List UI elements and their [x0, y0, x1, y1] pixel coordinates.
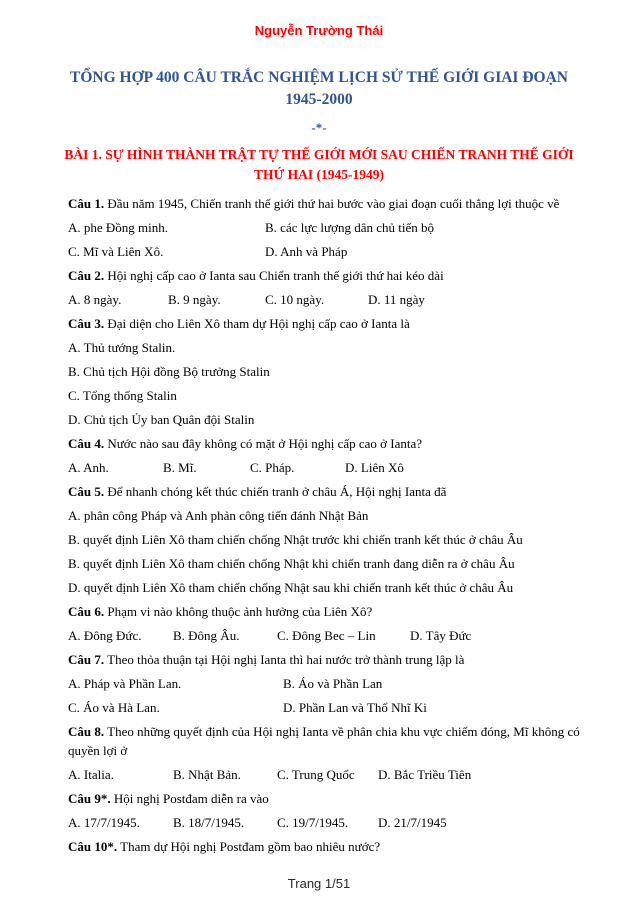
answer-option: D. Phần Lan và Thổ Nhĩ Ki	[283, 700, 427, 715]
question-number: Câu 9*.	[68, 791, 111, 806]
question-text: Nước nào sau đây không có mặt ở Hội nghị cấp cao ở Ianta?	[107, 436, 423, 451]
answer-option: D. Liên Xô	[345, 460, 404, 475]
question-block-4	[68, 434, 580, 477]
question-number: Câu 6.	[68, 604, 105, 619]
options-row	[68, 578, 580, 597]
question-block-10	[68, 837, 580, 856]
questions-area	[0, 185, 638, 856]
question-block-3	[68, 314, 580, 429]
answer-option: A. Pháp và Phần Lan.	[68, 676, 182, 691]
question-stem	[68, 602, 580, 621]
question-stem	[68, 434, 580, 453]
answer-option: B. quyết định Liên Xô tham chiến chống Nhật khi chiến tranh đang diễn ra ở châu Âu	[68, 556, 515, 571]
options-row	[68, 242, 580, 261]
answer-option: C. Đông Bec – Lin	[277, 628, 376, 643]
question-text: Để nhanh chóng kết thúc chiến tranh ở châu Á, Hội nghị Ianta đã	[107, 484, 447, 499]
question-stem	[68, 837, 580, 856]
question-stem	[68, 650, 580, 669]
answer-option: B. 9 ngày.	[168, 292, 221, 307]
question-block-8	[68, 722, 580, 784]
options-row	[68, 506, 580, 525]
answer-option: D. 21/7/1945	[378, 815, 447, 830]
question-text: Hội nghị cấp cao ở Ianta sau Chiến tranh thế giới thứ hai kéo dài	[107, 268, 444, 283]
question-block-6	[68, 602, 580, 645]
question-text: Hội nghị Postđam diễn ra vào	[113, 791, 269, 806]
question-stem	[68, 314, 580, 333]
question-number: Câu 8.	[68, 724, 105, 739]
answer-option: C. Áo và Hà Lan.	[68, 700, 160, 715]
options-row	[68, 458, 580, 477]
answer-option: C. 19/7/1945.	[277, 815, 349, 830]
answer-option: B. quyết định Liên Xô tham chiến chống Nhật trước khi chiến tranh kết thúc ở châu Âu	[68, 532, 523, 547]
options-row	[68, 290, 580, 309]
options-row	[68, 410, 580, 429]
question-text: Theo thỏa thuận tại Hội nghị Ianta thì hai nước trở thành trung lập là	[107, 652, 465, 667]
question-stem	[68, 722, 580, 760]
question-stem	[68, 789, 580, 808]
document-title: TỔNG HỢP 400 CÂU TRẮC NGHIỆM LỊCH SỬ THẾ GIỚI GIAI ĐOẠN 1945-2000	[70, 69, 568, 108]
question-block-7	[68, 650, 580, 717]
options-row	[68, 362, 580, 381]
options-row	[68, 765, 580, 784]
answer-option: D. Bắc Triều Tiên	[378, 767, 472, 782]
answer-option: A. Thủ tướng Stalin.	[68, 340, 176, 355]
options-row	[68, 626, 580, 645]
answer-option: B. Đông Âu.	[173, 628, 240, 643]
answer-option: A. 8 ngày.	[68, 292, 122, 307]
answer-option: A. Đông Đức.	[68, 628, 142, 643]
question-block-1	[68, 194, 580, 261]
question-text: Đại diện cho Liên Xô tham dự Hội nghị cấp cao ở Ianta là	[107, 316, 410, 331]
answer-option: D. Anh và Pháp	[265, 244, 348, 259]
options-row	[68, 530, 580, 549]
question-number: Câu 1.	[68, 196, 105, 211]
question-text: Phạm vi nào không thuộc ảnh hưởng của Liên Xô?	[107, 604, 373, 619]
question-number: Câu 2.	[68, 268, 105, 283]
question-block-2	[68, 266, 580, 309]
question-number: Câu 7.	[68, 652, 105, 667]
options-row	[68, 698, 580, 717]
author-name: Nguyễn Trường Thái	[254, 23, 384, 38]
answer-option: B. Chủ tịch Hội đồng Bộ trưởng Stalin	[68, 364, 270, 379]
answer-option: A. Anh.	[68, 460, 109, 475]
options-row	[68, 386, 580, 405]
question-stem	[68, 194, 580, 213]
answer-option: B. Áo và Phần Lan	[283, 676, 383, 691]
answer-option: A. phân công Pháp và Anh phản công tiến đánh Nhật Bản	[68, 508, 369, 523]
question-number: Câu 10*.	[68, 839, 118, 854]
question-stem	[68, 266, 580, 285]
answer-option: C. 10 ngày.	[265, 292, 325, 307]
options-row	[68, 338, 580, 357]
options-row	[68, 813, 580, 832]
title-separator: -*-	[311, 120, 327, 135]
answer-option: B. Mĩ.	[163, 460, 197, 475]
question-stem	[68, 482, 580, 501]
answer-option: B. các lực lượng dân chủ tiến bộ	[265, 220, 434, 235]
page-footer: Trang 1/51	[287, 876, 351, 891]
question-text: Tham dự Hội nghị Postđam gồm bao nhiêu nước?	[120, 839, 381, 854]
answer-option: A. 17/7/1945.	[68, 815, 140, 830]
answer-option: B. Nhật Bản.	[173, 767, 241, 782]
options-row	[68, 218, 580, 237]
section-heading: BÀI 1. SỰ HÌNH THÀNH TRẬT TỰ THẾ GIỚI MỚI SAU CHIẾN TRANH THẾ GIỚI THỨ HAI (1945-1949)	[64, 147, 574, 182]
question-number: Câu 3.	[68, 316, 105, 331]
answer-option: D. 11 ngày	[368, 292, 425, 307]
options-row	[68, 674, 580, 693]
answer-option: C. Pháp.	[250, 460, 295, 475]
answer-option: D. Chủ tịch Ủy ban Quân đội Stalin	[68, 412, 255, 427]
question-block-5	[68, 482, 580, 597]
options-row	[68, 554, 580, 573]
question-text: Theo những quyết định của Hội nghị Ianta về phân chia khu vực chiếm đóng, Mĩ không có quyền lợi ở	[68, 724, 580, 758]
answer-option: A. Italia.	[68, 767, 114, 782]
answer-option: B. 18/7/1945.	[173, 815, 245, 830]
question-text: Đầu năm 1945, Chiến tranh thế giới thứ hai bước vào giai đoạn cuối thắng lợi thuộc về	[107, 196, 560, 211]
answer-option: D. Tây Đức	[410, 628, 472, 643]
question-number: Câu 5.	[68, 484, 105, 499]
answer-option: D. quyết định Liên Xô tham chiến chống Nhật sau khi chiến tranh kết thúc ở châu Âu	[68, 580, 514, 595]
answer-option: A. phe Đồng minh.	[68, 220, 169, 235]
answer-option: C. Mĩ và Liên Xô.	[68, 244, 164, 259]
answer-option: C. Trung Quốc	[277, 767, 355, 782]
question-number: Câu 4.	[68, 436, 105, 451]
answer-option: C. Tổng thống Stalin	[68, 388, 177, 403]
question-block-9	[68, 789, 580, 832]
